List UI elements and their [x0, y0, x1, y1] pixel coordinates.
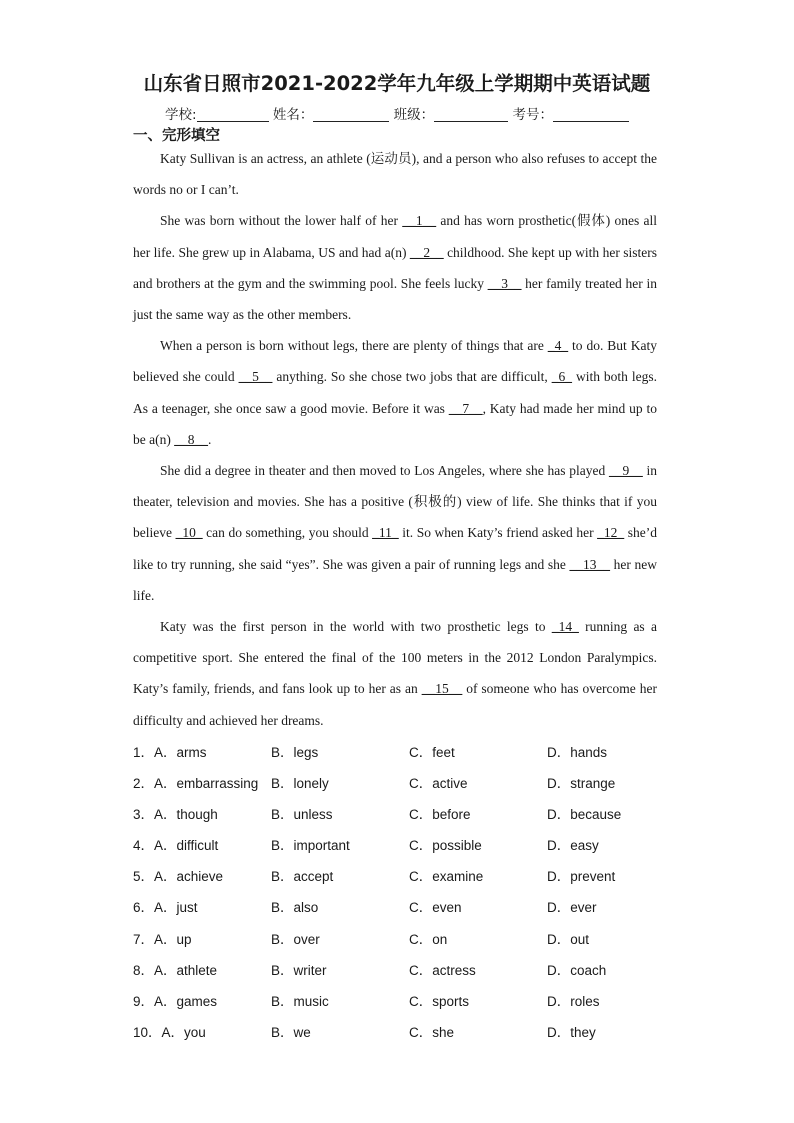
- paragraph-1: [133, 143, 657, 205]
- option-a[interactable]: 4．A．difficult: [133, 838, 219, 854]
- option-c[interactable]: C．even: [409, 900, 462, 916]
- option-d[interactable]: D．strange: [547, 776, 616, 792]
- cloze-passage: [133, 143, 657, 736]
- school-label: 学校:: [165, 107, 197, 123]
- option-a[interactable]: 10．A．you: [133, 1024, 206, 1040]
- option-b[interactable]: B．important: [271, 838, 350, 854]
- paragraph-text: with both legs. As a teenager, she once saw a good movie. Before it was: [133, 369, 658, 416]
- option-d[interactable]: D．prevent: [547, 869, 616, 885]
- option-a[interactable]: 7．A．up: [133, 931, 192, 947]
- option-c[interactable]: C．feet: [409, 745, 455, 760]
- option-c[interactable]: C．active: [409, 776, 468, 792]
- exam-title: 山东省日照市2021-2022学年九年级上学期期中英语试题: [143, 72, 651, 95]
- paragraph-text: of someone who has overcome her difficulty and achieved her dreams.: [133, 681, 657, 728]
- option-d[interactable]: D．because: [547, 807, 622, 823]
- option-b[interactable]: B．also: [271, 900, 319, 916]
- paragraph-4: [133, 455, 657, 611]
- option-c[interactable]: C．she: [409, 1024, 455, 1040]
- answer-options: [133, 737, 673, 1048]
- school-field[interactable]: [197, 107, 269, 122]
- blank-13: __13__: [569, 556, 611, 572]
- blank-15: __15__: [421, 681, 463, 697]
- blank-6: _6_: [551, 369, 572, 385]
- blank-3: __3__: [487, 275, 522, 291]
- name-label: 姓名：: [272, 107, 314, 123]
- paragraph-5: [133, 611, 657, 736]
- paragraph-text: she’d like to try running, she said “yes”. She was given a pair of running legs and she: [133, 525, 657, 572]
- option-c[interactable]: C．actress: [409, 962, 476, 978]
- option-b[interactable]: B．lonely: [271, 776, 329, 792]
- blank-9: __9__: [608, 463, 643, 479]
- paragraph-2: [133, 205, 657, 330]
- option-c[interactable]: C．before: [409, 807, 471, 823]
- option-c[interactable]: C．sports: [409, 993, 470, 1009]
- question-6-options: [133, 892, 673, 923]
- paragraph-text: her new life.: [133, 556, 657, 603]
- option-b[interactable]: B．music: [271, 993, 329, 1009]
- number-field[interactable]: [553, 107, 629, 122]
- option-d[interactable]: D．easy: [547, 838, 599, 854]
- paragraph-text: and has worn prosthetic(假体) ones all her life. She grew up in Alabama, US and had a(n): [133, 213, 657, 260]
- blank-12: _12_: [597, 525, 625, 541]
- option-d[interactable]: D．roles: [547, 993, 600, 1009]
- question-7-options: [133, 924, 673, 955]
- option-d[interactable]: D．they: [547, 1024, 596, 1040]
- blank-5: __5__: [238, 369, 273, 385]
- paragraph-text: anything. So she chose two jobs that are difficult,: [272, 369, 552, 385]
- option-b[interactable]: B．legs: [271, 745, 319, 760]
- blank-1: __1__: [402, 213, 437, 229]
- section-title: 一、完形填空: [133, 128, 220, 144]
- paragraph-3: [133, 330, 657, 455]
- option-d[interactable]: D．coach: [547, 962, 607, 978]
- paragraph-text: in theater, television and movies. She has a positive (积极的) view of life. She thinks that if you believe: [133, 463, 657, 541]
- question-8-options: [133, 955, 673, 986]
- blank-2: __2__: [409, 244, 444, 260]
- blank-10: _10_: [175, 525, 203, 541]
- option-a[interactable]: 3．A．though: [133, 807, 218, 823]
- paragraph-text: , Katy had made her mind up to be a(n): [133, 400, 657, 447]
- question-3-options: [133, 799, 673, 830]
- question-4-options: [133, 830, 673, 861]
- student-info-line: [0, 103, 794, 123]
- question-5-options: [133, 861, 673, 892]
- option-a[interactable]: 6．A．just: [133, 900, 198, 916]
- option-b[interactable]: B．writer: [271, 962, 327, 978]
- option-d[interactable]: D．ever: [547, 900, 597, 916]
- question-1-options: [133, 737, 673, 768]
- paragraph-text: When a person is born without legs, there are plenty of things that are: [160, 338, 548, 354]
- option-b[interactable]: B．over: [271, 931, 320, 947]
- option-c[interactable]: C．possible: [409, 838, 482, 854]
- blank-7: __7__: [448, 400, 483, 416]
- option-c[interactable]: C．examine: [409, 869, 484, 885]
- option-b[interactable]: B．unless: [271, 807, 333, 823]
- blank-4: _4_: [547, 338, 569, 354]
- paragraph-text: it. So when Katy’s friend asked her: [398, 525, 598, 541]
- number-label: 考号：: [512, 107, 553, 123]
- paragraph-text: She was born without the lower half of her: [160, 213, 403, 229]
- paragraph-text: can do something, you should: [202, 525, 373, 541]
- question-10-options: [133, 1017, 673, 1048]
- paragraph-text: Katy was the first person in the world with two prosthetic legs to: [160, 619, 552, 635]
- paragraph-text: Katy Sullivan is an actress, an athlete (运动员), and a person who also refuses to accept the words no or I can’t.: [133, 151, 657, 198]
- paragraph-text: She did a degree in theater and then moved to Los Angeles, where she has played: [160, 463, 609, 479]
- question-2-options: [133, 768, 673, 799]
- option-d[interactable]: D．out: [547, 931, 590, 947]
- paragraph-text: childhood. She kept up with her sisters and brothers at the gym and the swimming pool. She feels lucky: [133, 244, 657, 291]
- blank-11: _11_: [372, 525, 399, 541]
- option-a[interactable]: 1．A．arms: [133, 745, 207, 760]
- blank-8: __8__: [174, 431, 208, 447]
- option-d[interactable]: D．hands: [547, 745, 608, 760]
- option-a[interactable]: 2．A．embarrassing: [133, 776, 259, 792]
- class-field[interactable]: [434, 107, 508, 122]
- class-label: 班级：: [393, 107, 435, 123]
- option-b[interactable]: B．we: [271, 1024, 311, 1040]
- blank-14: _14_: [551, 619, 579, 635]
- option-a[interactable]: 8．A．athlete: [133, 962, 218, 978]
- paragraph-text: to do. But Katy believed she could: [133, 338, 657, 385]
- option-c[interactable]: C．on: [409, 931, 448, 947]
- option-a[interactable]: 9．A．games: [133, 993, 218, 1009]
- option-a[interactable]: 5．A．achieve: [133, 869, 224, 885]
- option-b[interactable]: B．accept: [271, 869, 334, 885]
- name-field[interactable]: [313, 107, 389, 122]
- question-9-options: [133, 986, 673, 1017]
- paragraph-text: .: [207, 431, 212, 447]
- paragraph-text: her family treated her in just the same way as the other members.: [133, 275, 657, 323]
- paragraph-text: running as a competitive sport. She entered the final of the 100 meters in the 2012 London Paralympics. Katy’s family, friends, and fans look up to her as an: [133, 619, 657, 697]
